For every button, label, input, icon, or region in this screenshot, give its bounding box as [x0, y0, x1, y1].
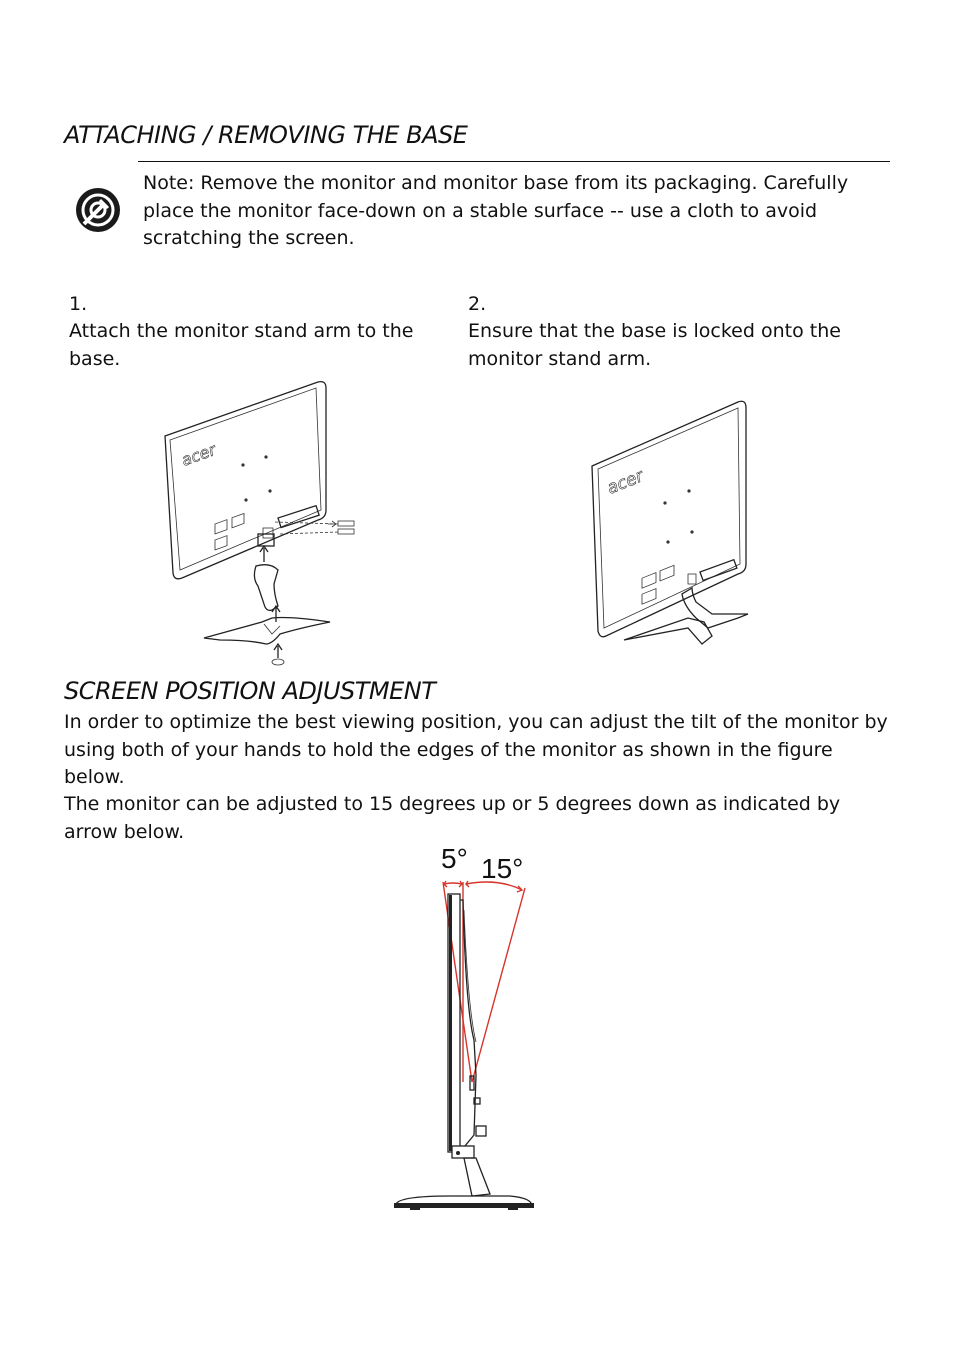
tilt-back-label: 5° [441, 843, 468, 874]
step-2-text: Ensure that the base is locked onto the monitor stand arm. [468, 320, 841, 370]
step-1-number: 1. [69, 293, 88, 315]
svg-text:acer: acer [178, 439, 219, 470]
section-title-attach: ATTACHING / REMOVING THE BASE [64, 121, 468, 149]
base-locked-illustration [588, 396, 758, 646]
svg-text:acer: acer [604, 466, 647, 499]
note-icon [74, 186, 122, 234]
step-1-text: Attach the monitor stand arm to the base. [69, 320, 414, 370]
position-paragraph-1: In order to optimize the best viewing position, you can adjust the tilt of the monitor by using both of your hands to hold the edges of the monitor as shown in the figure below. [64, 711, 888, 788]
step-2-number: 2. [468, 293, 487, 315]
section-title-position: SCREEN POSITION ADJUSTMENT [64, 677, 436, 705]
tilt-forward-label: 15° [481, 853, 524, 884]
tilt-angle-illustration [390, 870, 540, 1215]
attach-stand-illustration [160, 378, 380, 668]
section-divider [138, 161, 890, 162]
position-paragraph-2: The monitor can be adjusted to 15 degrees up or 5 degrees down as indicated by arrow below. [64, 793, 841, 843]
note-text: Note: Remove the monitor and monitor base from its packaging. Carefully place the monitor face-down on a stable surface -- use a cloth to avoid scratching the screen. [143, 172, 849, 249]
